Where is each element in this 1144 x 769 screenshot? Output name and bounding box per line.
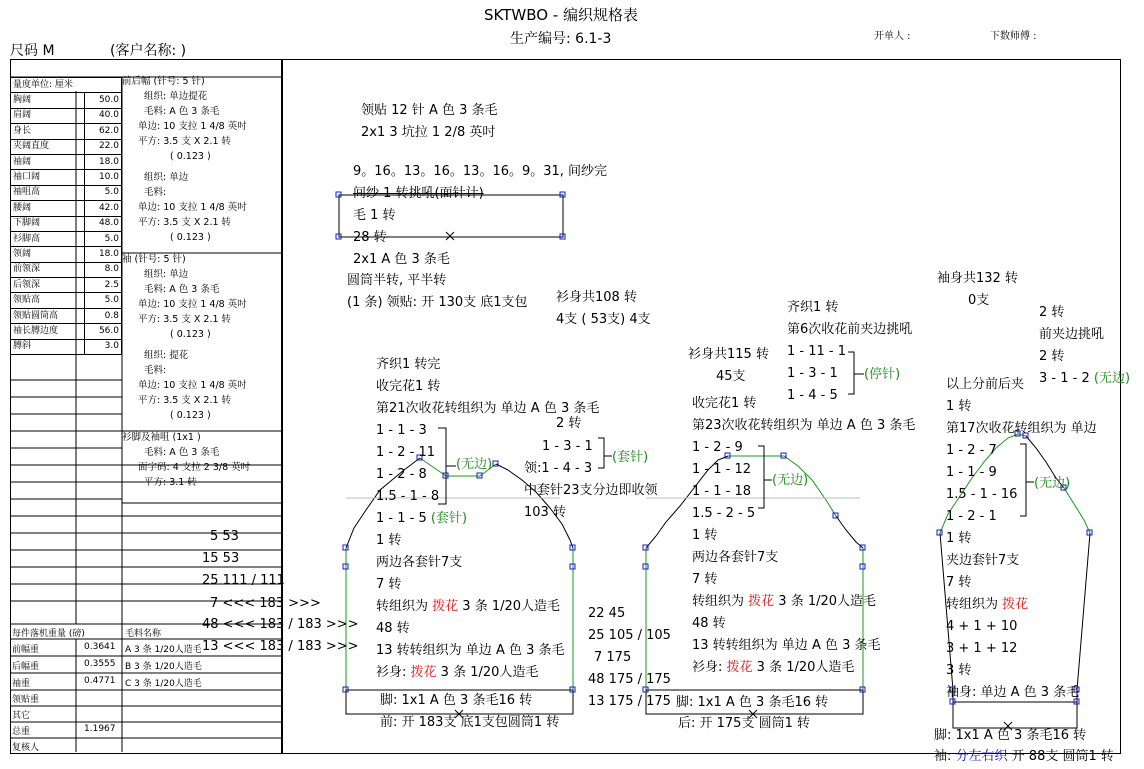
back-shoulder-right-black [836,516,863,548]
yarn-name: C 3 条 1/20人造毛 [125,679,202,689]
collar-note: 间纱 1 转挑吼(面针计) [353,186,484,201]
weight-value: 0.3555 [84,659,116,669]
back-step: 1 - 11 - 1 [787,344,846,359]
weight-label: 其它 [12,711,31,721]
sleeve-note: 转组织为 拨花 [946,597,1029,612]
front-note: 第21次收花转组织为 单边 A 色 3 条毛 [376,401,600,416]
sleeve-step: 1 - 2 - 7 [946,443,997,458]
weight-label: 前幅重 [12,645,40,655]
back-step: 1 - 2 - 9 [692,440,743,455]
front-total: 衫身共108 转 [556,290,637,305]
table-row: 肩阔 40.0 [11,108,122,123]
back-note: 衫身: 拨花 3 条 1/20人造毛 [692,660,855,675]
issuer-label: 开单人 : [874,31,911,42]
front-width-note: 5 53 [210,529,239,544]
table-row: 袖阔 18.0 [11,154,122,169]
sleeve-note: 以上分前后夹 [946,377,1025,392]
back-width-note: 7 175 [594,650,632,665]
sleeve-rib-note: 脚: 1x1 A 色 3 条毛16 转 [934,728,1087,743]
back-rib-note: 脚: 1x1 A 色 3 条毛16 转 [676,695,829,710]
table-row: 夹阔直度 22.0 [11,139,122,154]
weight-header: 每件落机重量 (磅) [12,629,85,639]
front-rib-note: 脚: 1x1 A 色 3 条毛16 转 [380,693,533,708]
front-note: 齐织1 转完 [376,357,441,372]
collar-note: 2x1 A 色 3 条毛 [353,252,450,267]
table-row: 领阔 18.0 [11,247,122,262]
front-step: 1.5 - 1 - 8 [376,489,440,504]
customer-label: (客户名称: ) [110,43,187,59]
yarn-name: B 3 条 1/20人造毛 [125,662,202,672]
weight-label: 复核人 [12,743,40,753]
front-no-edge: (无边) [456,457,493,472]
back-step: 1 - 3 - 1 [787,366,838,381]
back-start-note: 后: 开 175支 圆筒1 转 [678,716,810,731]
sleeve-note: 夹边套针7支 [946,553,1020,568]
size-label: 尺码 M [10,43,55,59]
sleeve-note: 1 转 [946,531,972,546]
back-step: 1.5 - 2 - 5 [692,506,756,521]
sleeve-step: 1.5 - 1 - 16 [946,487,1018,502]
back-note: 齐织1 转 [787,300,839,315]
sleeve-total: 0支 [968,293,990,308]
table-row: 腰阔 42.0 [11,201,122,216]
back-no-edge: (无边) [772,473,809,488]
weight-value: 1.1967 [84,724,116,734]
yarn-header: 毛料名称 [125,629,162,639]
front-note: 衫身: 拨花 3 条 1/20人造毛 [376,665,539,680]
front-width-note: 48 <<< 183 / 183 >>> [202,617,359,632]
sleeve-note: 1 转 [946,399,972,414]
collar-note: 28 转 [353,230,387,245]
back-note: 收完花1 转 [692,396,757,411]
table-row: 膊斜 3.0 [11,339,122,354]
front-neck-note: 2 转 [556,416,582,431]
rib-section: 衫脚及袖咀 (1x1 ) 毛料: A 色 3 条毛 面字码: 4 支拉 2 3/8 英吋 平方: 3.1 转 [122,432,251,488]
front-step: 1 - 2 - 11 [376,445,435,460]
yarn-name: A 3 条 1/20人造毛 [125,645,202,655]
front-step: 1 - 1 - 3 [376,423,427,438]
front-total: 4支 ( 53支) 4支 [556,312,651,327]
table-row: 领贴高 5.0 [11,293,122,308]
sleeve-note: 3 + 1 + 12 [946,641,1018,656]
back-width-note: 25 105 / 105 [588,628,671,643]
back-note: 7 转 [692,572,718,587]
page-title: SKTWBO - 编织规格表 [484,6,638,24]
back-note: 转组织为 拨花 3 条 1/20人造毛 [692,594,877,609]
sleeve-note: 前夹边挑吼 [1039,327,1105,342]
front-width-note: 25 111 / 111 [202,573,285,588]
front-back-section: 前后幅 (针号: 5 针) 组织: 单边提花 毛料: A 色 3 条毛 单边: 10 支拉 1 4/8 英吋 平方: 3.5 支 X 2.1 转 ( 0.123 ) 组织: 单边 毛料: 单边: 10 支拉 1 4/8 英吋 平方: 3.5 支 X 2.1 转 ( 0.123 ) [122,76,247,243]
back-width-note: 13 175 / 175 [588,694,671,709]
collar-note: (1 条) 领贴: 开 130支 底1支包 [347,295,528,310]
front-note: 转组织为 拨花 3 条 1/20人造毛 [376,599,561,614]
production-number: 生产编号: 6.1-3 [510,31,612,47]
sleeve-section: 袖 (针号: 5 针) 组织: 单边 毛料: A 色 3 条毛 单边: 10 支拉 1 4/8 英吋 平方: 3.5 支 X 2.1 转 ( 0.123 ) 组织: 提花 毛料: 单边: 10 支拉 1 4/8 英吋 平方: 3.5 支 X 2.1 转 ( 0.123 ) [122,254,247,421]
weight-value: 0.3641 [84,642,116,652]
back-width-note: 48 175 / 175 [588,672,671,687]
weight-label: 领贴重 [12,695,40,705]
back-step: 1 - 4 - 5 [787,388,838,403]
back-step: 1 - 1 - 12 [692,462,751,477]
table-row: 衫脚高 5.0 [11,231,122,246]
weight-label: 后幅重 [12,662,40,672]
sleeve-note: 4 + 1 + 10 [946,619,1018,634]
sleeve-note: 袖身: 单边 A 色 3 条毛 [946,685,1080,700]
back-note: 两边各套针7支 [692,550,779,565]
sleeve-total: 袖身共132 转 [937,271,1018,286]
table-row: 胸阔 50.0 [11,93,122,108]
front-note: 48 转 [376,621,410,636]
back-total: 45支 [716,369,746,384]
front-note: 1 转 [376,533,402,548]
weight-label: 袖重 [12,679,31,689]
sleeve-start-note: 袖: 分左右织 开 88支 圆筒1 转 [934,749,1114,764]
front-neck-note: 领:1 - 4 - 3 [524,461,593,476]
front-step: 1 - 1 - 5 (套针) [376,511,468,526]
front-neck-note: 中套针23支分边即收领 [524,483,658,498]
back-note: 第6次收花前夹边挑吼 [787,322,913,337]
front-width-note: 15 53 [202,551,240,566]
front-note: 7 转 [376,577,402,592]
collar-note: 圆筒半转, 平半转 [347,273,447,288]
table-row: 身长 62.0 [11,124,122,139]
sleeve-note: 2 转 [1039,349,1065,364]
front-neck-note: 103 转 [524,505,566,520]
front-note: 两边各套针7支 [376,555,463,570]
back-note: 1 转 [692,528,718,543]
sleeve-outline-right-black [1077,533,1090,702]
table-row: 袖长膊边度 56.0 [11,324,122,339]
table-row: 下脚阔 48.0 [11,216,122,231]
front-width-note: 13 <<< 183 / 183 >>> [202,639,359,654]
back-stop-needle: (停针) [864,367,901,382]
weight-value: 0.4771 [84,676,116,686]
back-note: 48 转 [692,616,726,631]
table-row: 后领深 2.5 [11,278,122,293]
master-label: 下数师傅 : [990,31,1037,42]
table-row: 袖咀高 5.0 [11,185,122,200]
sleeve-step: 1 - 2 - 1 [946,509,997,524]
sleeve-step: 1 - 1 - 9 [946,465,997,480]
front-neck-note: 1 - 3 - 1 [542,439,593,454]
back-width-note: 22 45 [588,606,626,621]
back-total: 衫身共115 转 [688,347,769,362]
sleeve-note: 7 转 [946,575,972,590]
back-note: 第23次收花转组织为 单边 A 色 3 条毛 [692,418,916,433]
sleeve-note: 3 - 1 - 2 (无边) [1039,371,1131,386]
sleeve-no-edge: (无边) [1034,476,1071,491]
back-step: 1 - 1 - 18 [692,484,751,499]
unit-label: 量度单位: 厘米 [11,78,122,93]
collar-note: 毛 1 转 [353,208,396,223]
front-step: 1 - 2 - 8 [376,467,427,482]
collar-note: 领贴 12 针 A 色 3 条毛 [361,103,498,118]
front-width-note: 7 <<< 183 >>> [210,596,321,611]
table-row: 领贴圆筒高 0.8 [11,308,122,323]
back-note: 13 转转组织为 单边 A 色 3 条毛 [692,638,881,653]
table-row: 前领深 8.0 [11,262,122,277]
collar-note: 2x1 3 坑拉 1 2/8 英吋 [361,125,496,140]
front-note: 收完花1 转 [376,379,441,394]
sleeve-note: 2 转 [1039,305,1065,320]
weight-label: 总重 [12,727,31,737]
collar-note: 9。16。13。16。13。16。9。31, 间纱完 [353,164,608,179]
sleeve-note: 3 转 [946,663,972,678]
front-note: 13 转转组织为 单边 A 色 3 条毛 [376,643,565,658]
table-row: 袖口阔 10.0 [11,170,122,185]
front-neck-cast: (套针) [612,450,649,465]
sleeve-note: 第17次收花转组织为 单边 [946,421,1097,436]
front-start-note: 前: 开 183支 底1支包圆筒1 转 [380,715,560,730]
